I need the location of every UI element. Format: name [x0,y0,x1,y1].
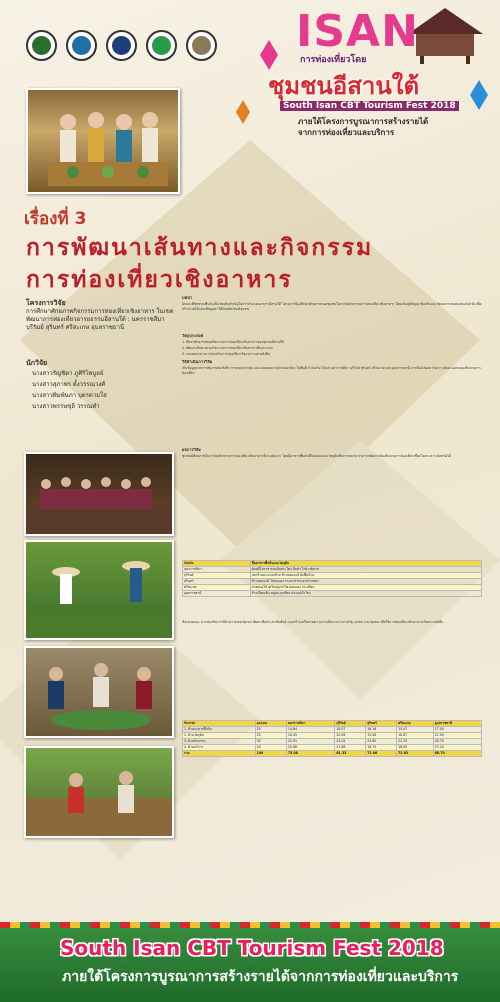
table-cell: 25 [255,726,286,732]
summary-text: ข้อเสนอแนะ ควรส่งเสริมการมีส่วนร่วมของชุมชน พัฒนาสื่อประชาสัมพันธ์ และสร้างเครือข่ายความร่วมมือระหว่างภาครัฐ เอกชน และชุมชน เพื่อให้การท่องเที่ยวเชิงอาหารเกิดความยั่งยืน [182,620,444,624]
table-row [183,590,482,596]
table-cell: 25 [255,732,286,738]
table-cell: ปลาร้าบอง แกงกล้วย ข้าวหอมมะลิ ผักพื้นบ้าน [250,572,481,578]
table-cell: 81.33 [335,750,366,756]
table-cell: 23.20 [433,744,481,750]
story-number: เรื่องที่ 3 [24,209,87,229]
org-line-1: ภายใต้โครงการบูรณาการสร้างรายได้ [298,117,429,126]
lantern-icon [236,100,250,124]
cbt-logo-icon [186,30,217,61]
method-heading: วิธีดำเนินการวิจัย [182,360,213,364]
market-illustration [26,748,172,836]
abstract-heading: บทนำ [182,296,193,300]
table-cell: 20 [255,744,286,750]
researcher-4: นางสาวพรรษชุลี วรรณทำ [32,403,100,410]
table-header: กิจกรรม [183,721,256,727]
objective-1: 1. ศึกษาศักยภาพของกิจกรรมการท่องเที่ยวเชิงอาหารของชุมชนอีสานใต้ [182,340,284,344]
table-cell: 75.08 [286,750,334,756]
title-line-2: การท่องเที่ยวเชิงอาหาร [26,267,293,293]
objectives-heading: วัตถุประสงค์ [182,334,204,338]
market-photo [24,746,174,838]
researcher-2: นางสาวสุภาพร ตั้งวรรณวงศ์ [32,381,106,388]
people-illustration [28,90,178,192]
lantern-icon [470,80,488,110]
table-cell: สุรินทร์ [183,578,251,584]
table-cell: 23.02 [335,738,366,744]
table-cell: 22.00 [433,732,481,738]
org-line-2: จากการท่องเที่ยวและบริการ [298,128,395,137]
table-cell: นครราชสีมา [183,566,251,572]
table-header: นครราชสีมา [286,721,334,727]
table-cell: 26.70 [433,738,481,744]
group-illustration [26,454,172,534]
table-cell: 16.16 [366,726,397,732]
table-header: สุรินทร์ [366,721,397,727]
table-cell: 88.70 [433,750,481,756]
cooking-illustration [26,648,172,736]
table-cell: ข้าวเปียกเส้น หมูยอ กุนเชียง ปลาแม่น้ำโขง [250,590,481,596]
table-cell: 16.74 [366,744,397,750]
table-cell: แกงหน่อไม้ ทุเรียนภูเขาไฟ หอมแดง กระเทียม [250,584,481,590]
table-cell: 16.87 [397,732,434,738]
university-seal-icon [26,30,57,61]
results-heading: ผลการวิจัย [182,448,201,452]
project-label: โครงการวิจัย [26,299,66,307]
table-cell: 16.00 [397,744,434,750]
footer-banner [0,922,500,1002]
table-cell: 22.29 [397,738,434,744]
isan-title: ISAN [296,6,419,57]
table-cell: 16.45 [286,732,334,738]
table-cell: 20.56 [335,732,366,738]
table-cell: บุรีรัมย์ [183,572,251,578]
table-cell: 73.63 [397,750,434,756]
table-cell: รวม [183,750,256,756]
table-cell: 16.07 [335,726,366,732]
results-text: ชุมชนมีศักยภาพในการจัดกิจกรรมการท่องเที่ยวเชิงอาหารในระดับมาก โดยมีอาหารพื้นถิ่นที่โดดเด่นและวัตถุดิบที่หลากหลาย สามารถพัฒนาเป็นเส้นทางการท่องเที่ยวเชื่อมโยงระหว่างจังหวัดได้ [182,454,451,458]
table-cell: 100 [255,750,286,756]
table-cell: 22.91 [286,738,334,744]
abstract-text: ผักและพืชพรรณพื้นถิ่นเป็นวัตถุดิบสำคัญในการประกอบอาหารอีสานใต้ โครงการนี้มุ่งศึกษาศักยภาพของชุมชนในการจัดกิจกรรมการท่องเที่ยวเชิงอาหาร โดยเน้นภูมิปัญญาท้องถิ่นและวัฒนธรรมของแต่ละจังหวัด เพื่อสร้างรายได้และเพิ่มมูลค่าให้กับผลิตภัณฑ์ชุมชน [182,302,482,311]
logo-row [26,30,217,61]
footer-subtitle: ภายใต้โครงการบูรณาการสร้างรายได้จากการท่องเที่ยวและบริการ [62,969,459,985]
objective-3: 3. เสนอแนวทางการส่งเสริมการท่องเที่ยวเชิงอาหารอย่างยั่งยืน [182,352,270,356]
group-photo [24,452,174,536]
objective-2: 2. พัฒนาเส้นทางและกิจกรรมการท่องเที่ยวเชิงอาหารที่เหมาะสม [182,346,273,350]
table-cell: 14.47 [397,726,434,732]
table-cell: 17.00 [433,726,481,732]
table-cell: ศรีสะเกษ [183,584,251,590]
table-total-row [183,750,482,756]
table-cell: 4. ด้านบริการ [183,744,256,750]
table-cell: 20.88 [286,744,334,750]
table-cell: 2. ด้านวัตถุดิบ [183,732,256,738]
header-photo [26,88,180,194]
main-title: ชุมชนอีสานใต้ [268,72,420,100]
score-table [182,720,482,757]
food-table [182,560,482,597]
cooking-photo [24,646,174,738]
researcher-3: นางสาวพิมพ์นภา บุตรตามใส [32,392,107,399]
table-cell: ผัดหมี่โคราช ขนมจีนประโดก ส้มตำ ไก่ย่างพิมาย [250,566,481,572]
researchers-label: นักวิจัย [26,359,48,367]
researcher-1: นางสาวรัญชิดา ภูศิริไพบูลย์ [32,370,104,377]
table-cell: 3. ด้านกิจกรรม [183,738,256,744]
table-header: คะแนน [255,721,286,727]
method-text: เก็บข้อมูลจากการสัมภาษณ์เชิงลึก การสนทนากลุ่ม และแบบสอบถามนักท่องเที่ยว ในพื้นที่ 5 จังหวัด ได้แก่ นครราชสีมา บุรีรัมย์ สุรินทร์ ศรีสะเกษ และอุบลราชธานี จากนั้นนำผลมาวิเคราะห์และออกแบบเส้นทางการท่องเที่ยว [182,366,481,375]
tagline: การท่องเที่ยวโดย [300,55,367,65]
table-header: ศรีสะเกษ [397,721,434,727]
table-cell: 23.60 [366,738,397,744]
farmers-illustration [26,542,172,638]
ministry-seal-icon [66,30,97,61]
table-cell: 1. ด้านอาหารพื้นถิ่น [183,726,256,732]
table-cell: 21.68 [335,744,366,750]
footer-fest-title: South Isan CBT Tourism Fest 2018 [60,936,444,960]
table-cell: ข้าวหอมมะลิ ไข่มดแดง กระยาสารท อาหารเขมร [250,578,481,584]
table-header: อุบลราชธานี [433,721,481,727]
project-name: การศึกษาศักยภาพกิจกรรมการท่องเที่ยวเชิงอาหาร ในเขตพัฒนาการท่องเที่ยวอารยธรรมอีสานใต้ : นครราชสีมา บุรีรัมย์ สุรินทร์ ศรีสะเกษ อุบลราชธานี [26,308,174,331]
table-cell: 14.84 [286,726,334,732]
fest-small-label: South Isan CBT Tourism Fest 2018 [280,101,459,111]
table-cell: 15.56 [366,732,397,738]
footer-pattern-band [0,922,500,928]
table-cell: 72.06 [366,750,397,756]
table-cell: อุบลราชธานี [183,590,251,596]
field-photo [24,540,174,640]
table-header: ชื่ออาหารพื้นถิ่นและวัตถุดิบ [250,561,481,567]
title-line-1: การพัฒนาเส้นทางและกิจกรรม [26,235,374,261]
table-header: จังหวัด [183,561,251,567]
table-cell: 30 [255,738,286,744]
tourism-logo-icon [146,30,177,61]
thailand-dept-icon [106,30,137,61]
table-header: บุรีรัมย์ [335,721,366,727]
